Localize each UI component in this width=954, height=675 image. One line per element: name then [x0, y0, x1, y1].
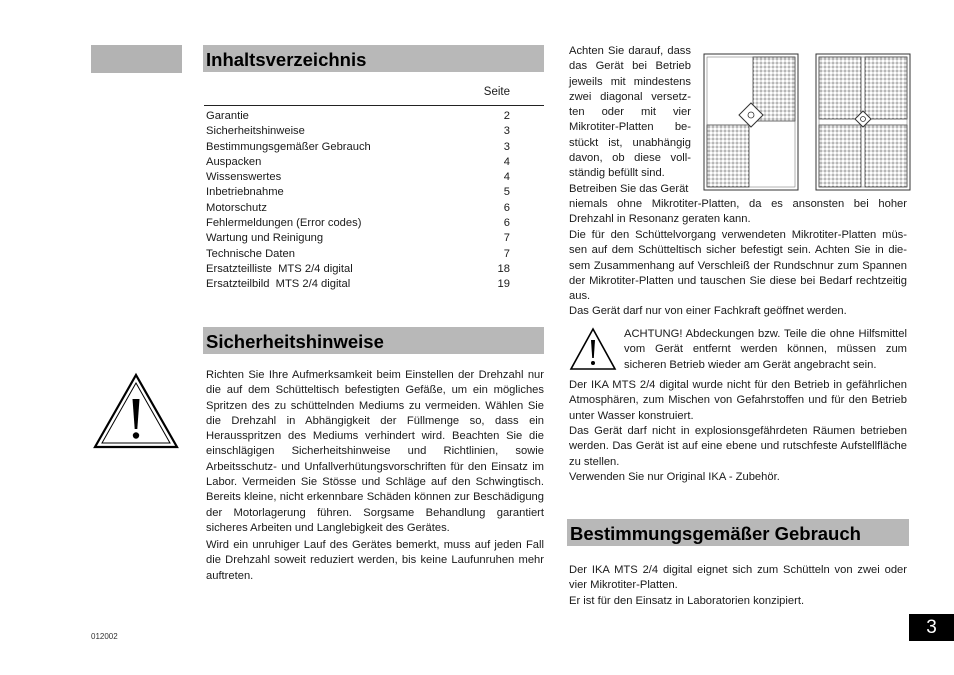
toc-title: Inhaltsverzeichnis: [203, 45, 544, 72]
warning-triangle-icon: [92, 372, 180, 450]
toc-entry[interactable]: [206, 201, 510, 216]
intro-line: Mikrotiter-Platten be-: [569, 121, 691, 134]
toc-entry-page: 4: [503, 155, 510, 168]
toc-entry-page: 6: [503, 201, 510, 214]
toc-entry-page: 6: [503, 217, 510, 230]
intro-line: das Gerät bei Betrieb: [569, 60, 691, 73]
toc-entry-page: 7: [503, 247, 510, 260]
safety-text: Richten Sie Ihre Aufmerksamkeit beim Einstellen der Drehzahl nur die auf dem Schütteltisch befestigten Gefäße, um ein mögliches Spritzen des zu schüttelnden Mediums zu vermeiden. Wählen Sie die Drehzahl in Abhängigkeit der Füllmenge so, dass ein Herausspritzen des Mediums verhindert wird. Beachten Sie die einschlägigen Sicherheitshinweise und Richtlinien, sowie Arbeitsschutz- und Unfallverhütungsvorschriften für den Einsatz im Labor. Vermeiden Sie Stösse und Schläge auf den Schwingtisch. Bereits kleine, nicht erkennbare Schäden können zur Beschädigung der Motorlagerung führen. Sorgsame Behandlung garantiert sicheres Arbeiten und Langlebigkeit des Gerätes.: [206, 369, 544, 534]
document-code: 012002: [91, 632, 118, 641]
toc-entry-label: Inbetriebnahme: [206, 186, 284, 199]
toc-entry-label: Garantie: [206, 110, 249, 122]
intro-line: davon, ob diese voll-: [569, 152, 691, 165]
toc-entry[interactable]: [206, 262, 510, 277]
intro-lines: [569, 44, 691, 197]
accessories-paragraph: Verwenden Sie nur Original IKA - Zubehör.: [569, 471, 780, 483]
safety-paragraph-2: [206, 538, 544, 584]
usage-paragraph-2: Er ist für den Einsatz in Laboratorien konzipiert.: [569, 595, 805, 607]
toc-entry[interactable]: [206, 277, 510, 292]
toc-entry-page: 4: [503, 171, 510, 184]
toc-entry-page: 3: [503, 140, 510, 153]
toc-entry-label: Sicherheitshinweise: [206, 125, 305, 138]
toc-entry[interactable]: [206, 185, 510, 200]
toc-entry-label: Fehlermeldungen (Error codes): [206, 217, 362, 230]
intro-line: jeweils mit mindestens: [569, 75, 691, 88]
open-device-paragraph: Das Gerät darf nur von einer Fachkraft geöffnet werden.: [569, 305, 847, 317]
toc-entry[interactable]: [206, 231, 510, 246]
intro-line: ständig befüllt sind.: [569, 167, 665, 180]
toc-entry-label: Auspacken: [206, 155, 262, 168]
intro-continuation: niemals ohne Mikrotiter-Platten, da es ansonsten bei hoher Drehzahl in Resonanz geraten kann.: [569, 198, 907, 226]
safety-title: Sicherheitshinweise: [203, 327, 544, 354]
toc-entry-label: Technische Daten: [206, 247, 295, 260]
toc-entry-label: Wartung und Reinigung: [206, 232, 324, 245]
toc-entry-label: Ersatzteilbild MTS 2/4 digital: [206, 278, 351, 291]
usage-paragraph-1: Der IKA MTS 2/4 digital eignet sich zum Schütteln von zwei oder vier Mikrotiter-Platten.: [569, 564, 907, 592]
intro-line: Achten Sie darauf, dass: [569, 45, 691, 57]
explosion-paragraph: Das Gerät darf nicht in explosionsgefährdeten Räumen betrieben werden. Das Gerät ist auf eine ebene und rutschfeste Aufstellfläche zu stellen.: [569, 425, 907, 468]
toc-entry-label: Ersatzteilliste MTS 2/4 digital: [206, 262, 353, 275]
toc-divider: [204, 105, 544, 106]
safety-text-2: Wird ein unruhiger Lauf des Gerätes bemerkt, muss auf jeden Fall die Drehzahl soweit reduziert werden, bis keine Laufunruhen mehr auftreten.: [206, 539, 544, 582]
toc-entry[interactable]: [206, 109, 510, 124]
toc-entry[interactable]: [206, 170, 510, 185]
usage-title: Bestimmungsgemäßer Gebrauch: [567, 519, 909, 546]
toc-entry-page: 5: [503, 186, 510, 199]
toc-page-header: Seite: [483, 86, 510, 98]
toc-entry-page: 3: [503, 125, 510, 138]
toc-entry-page: 2: [503, 110, 510, 122]
margin-grey-block: [91, 45, 182, 73]
warning-triangle-small-icon: [569, 327, 617, 371]
toc-entry[interactable]: [206, 124, 510, 139]
warning-paragraph: ACHTUNG! Abdeckungen bzw. Teile die ohne Hilfsmittel vom Gerät entfernt werden können, müssen zum sicheren Betrieb wieder am Gerät angebracht sein.: [624, 328, 907, 371]
page-number: 3: [909, 614, 954, 641]
toc-entry-label: Wissenswertes: [206, 171, 282, 184]
toc-entry-page: 19: [497, 278, 510, 291]
safety-paragraph: [206, 368, 544, 536]
intro-line: Betreiben Sie das Gerät: [569, 182, 689, 195]
toc-entry-label: Bestimmungsgemäßer Gebrauch: [206, 140, 371, 153]
microtiter-plate-diagram: [703, 53, 911, 191]
toc-entry[interactable]: [206, 140, 510, 155]
intro-line: stückt ist, unabhängig: [569, 136, 691, 149]
toc-list: [206, 109, 510, 293]
toc-entry-page: 18: [497, 262, 510, 275]
atmosphere-paragraph: Der IKA MTS 2/4 digital wurde nicht für den Betrieb in gefährlichen Atmosphären, zum Mischen von Gefahrstoffen und für den Betrieb unter Wasser konstruiert.: [569, 379, 907, 422]
toc-entry[interactable]: [206, 216, 510, 231]
intro-line: ten oder mit vier: [569, 106, 691, 119]
toc-entry[interactable]: [206, 155, 510, 170]
toc-entry-page: 7: [503, 232, 510, 245]
plate-fixing-paragraph: Die für den Schüttelvorgang verwendeten Mikrotiter-Platten müs-sen auf dem Schütteltisch sicher befestigt sein. Achten Sie in die-sem Zusammenhang auf Verschleiß der Rundschnur zum Spannen der Mikrotiter-Platten und tauschen Sie diese bei Bedarf rechtzeitig aus.: [569, 229, 907, 303]
toc-entry-label: Motorschutz: [206, 201, 267, 214]
toc-entry[interactable]: [206, 247, 510, 262]
intro-line: zwei diagonal versetz-: [569, 90, 691, 103]
